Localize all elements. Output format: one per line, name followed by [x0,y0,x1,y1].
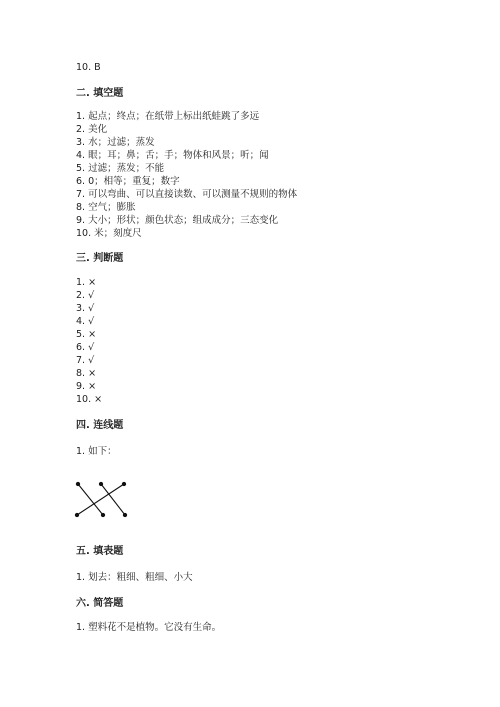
section-heading-judgment: 三. 判断题 [76,253,124,264]
connecting-line [101,484,125,515]
judgment-answer-9: 9. × [76,381,97,392]
table-fill-answer-1: 1. 划去：粗细、粗细、小大 [76,572,193,583]
fill-blank-answer-8: 8. 空气；膨胀 [76,202,136,213]
short-answer-1: 1. 塑料花不是植物。它没有生命。 [76,622,222,633]
connecting-line [77,484,124,515]
fill-blank-answer-4: 4. 眼；耳；鼻；舌；手；物体和风景；听；闻 [76,150,269,161]
judgment-answer-2: 2. √ [76,290,95,301]
judgment-answer-1: 1. × [76,277,97,288]
judgment-answer-6: 6. √ [76,342,95,353]
section-heading-table-fill: 五. 填表题 [76,546,124,557]
judgment-answer-8: 8. × [76,368,97,379]
fill-blank-answer-9: 9. 大小；形状；颜色状态；组成成分；三态变化 [76,215,279,226]
judgment-answer-5: 5. × [76,329,97,340]
answer-10-b: 10. B [76,62,101,73]
matching-line-diagram [72,476,132,522]
fill-blank-answer-5: 5. 过滤；蒸发；不能 [76,163,165,174]
fill-blank-answer-7: 7. 可以弯曲、可以直接读数、可以测量不规则的物体 [76,189,298,200]
matching-answer-1: 1. 如下： [76,446,117,457]
section-heading-matching: 四. 连线题 [76,420,124,431]
connection-dot [99,482,102,485]
judgment-answer-7: 7. √ [76,355,95,366]
connection-dot [122,482,125,485]
judgment-answer-3: 3. √ [76,303,95,314]
fill-blank-answer-3: 3. 水；过滤；蒸发 [76,137,155,148]
section-heading-short-answer: 六. 简答题 [76,598,124,609]
fill-blank-answer-1: 1. 起点；终点；在纸带上标出纸蛙跳了多远 [76,111,260,122]
connection-dot [101,513,104,516]
connecting-line [78,484,103,515]
fill-blank-answer-10: 10. 米；刻度尺 [76,228,142,239]
section-heading-fill-blanks: 二. 填空题 [76,88,124,99]
connection-dot [75,513,78,516]
fill-blank-answer-2: 2. 美化 [76,124,108,135]
connection-dot [76,482,79,485]
connection-dot [123,513,126,516]
judgment-answer-10: 10. × [76,394,103,405]
judgment-answer-4: 4. √ [76,316,95,327]
fill-blank-answer-6: 6. 0；相等；重复；数字 [76,176,180,187]
